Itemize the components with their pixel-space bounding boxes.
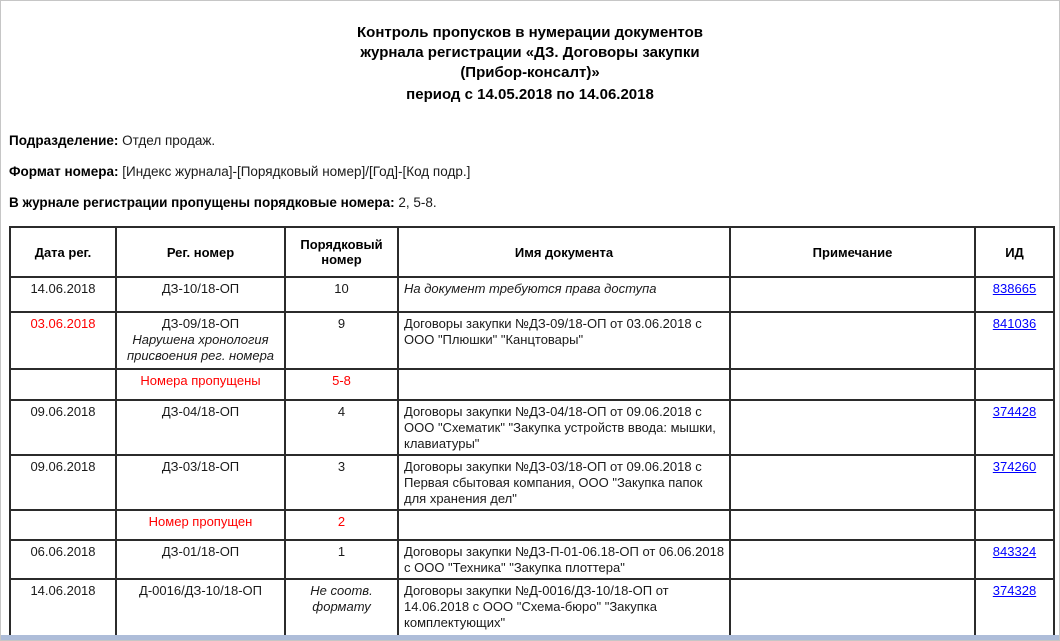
report-period: период с 14.05.2018 по 14.06.2018 bbox=[406, 86, 654, 103]
meta-missing-numbers bbox=[9, 195, 1059, 210]
table-row bbox=[10, 455, 1054, 510]
cell-reg-number: ДЗ-04/18-ОП bbox=[116, 400, 285, 455]
doc-id-link[interactable]: 838665 bbox=[992, 281, 1037, 296]
window-bottom-edge bbox=[1, 635, 1059, 640]
cell-reg-date: 14.06.2018 bbox=[10, 277, 116, 312]
gaps-report-table bbox=[9, 226, 1055, 638]
doc-id-link[interactable]: 374260 bbox=[992, 459, 1037, 474]
cell-seq-number: Не соотв. формату bbox=[285, 579, 398, 637]
cell-doc-name: Договоры закупки №ДЗ-09/18-ОП от 03.06.2018 с ООО "Плюшки" "Канцтовары" bbox=[398, 312, 730, 369]
cell-id bbox=[975, 510, 1054, 540]
report-title bbox=[1, 23, 1059, 105]
header-note: Примечание bbox=[730, 227, 975, 277]
cell-doc-name bbox=[398, 369, 730, 400]
meta-number-format-value: [Индекс журнала]-[Порядковый номер]/[Год]-[Код подр.] bbox=[118, 164, 471, 179]
meta-missing-numbers-value: 2, 5-8. bbox=[394, 195, 437, 210]
cell-doc-name: На документ требуются права доступа bbox=[398, 277, 730, 312]
cell-reg-date: 14.06.2018 bbox=[10, 579, 116, 637]
cell-doc-name bbox=[398, 510, 730, 540]
cell-seq-number: 1 bbox=[285, 540, 398, 579]
cell-doc-name: Договоры закупки №Д-0016/ДЗ-10/18-ОП от 14.06.2018 с ООО "Схема-бюро" "Закупка комплектующих" bbox=[398, 579, 730, 637]
meta-number-format bbox=[9, 164, 1059, 179]
cell-doc-name: Договоры закупки №ДЗ-04/18-ОП от 09.06.2018 с ООО "Схематик" "Закупка устройств ввода: мышки, клавиатуры" bbox=[398, 400, 730, 455]
report-title-line-3: (Прибор-консалт)» bbox=[460, 64, 600, 81]
reg-number-warning: Нарушена хронология присвоения рег. номера bbox=[126, 332, 275, 363]
report-meta bbox=[9, 133, 1059, 210]
cell-reg-number: ДЗ-01/18-ОП bbox=[116, 540, 285, 579]
header-reg-number: Рег. номер bbox=[116, 227, 285, 277]
cell-doc-name: Договоры закупки №ДЗ-П-01-06.18-ОП от 06.06.2018 с ООО "Техника" "Закупка плоттера" bbox=[398, 540, 730, 579]
cell-doc-name: Договоры закупки №ДЗ-03/18-ОП от 09.06.2018 с Первая сбытовая компания, ООО "Закупка папок для хранения дел" bbox=[398, 455, 730, 510]
cell-reg-number: ДЗ-03/18-ОП bbox=[116, 455, 285, 510]
cell-reg-date bbox=[10, 369, 116, 400]
cell-note bbox=[730, 369, 975, 400]
meta-division bbox=[9, 133, 1059, 148]
cell-seq-number: 4 bbox=[285, 400, 398, 455]
doc-id-link[interactable]: 374328 bbox=[992, 583, 1037, 598]
header-doc-name: Имя документа bbox=[398, 227, 730, 277]
cell-id bbox=[975, 369, 1054, 400]
meta-missing-numbers-label: В журнале регистрации пропущены порядковые номера: bbox=[9, 195, 395, 210]
cell-note bbox=[730, 510, 975, 540]
cell-reg-date: 09.06.2018 bbox=[10, 400, 116, 455]
table-row bbox=[10, 579, 1054, 637]
cell-reg-number: Д-0016/ДЗ-10/18-ОП bbox=[116, 579, 285, 637]
doc-id-link[interactable]: 843324 bbox=[992, 544, 1037, 559]
table-header-row bbox=[10, 227, 1054, 277]
cell-seq-number: 5-8 bbox=[285, 369, 398, 400]
meta-number-format-label: Формат номера: bbox=[9, 164, 119, 179]
table-row-gap bbox=[10, 510, 1054, 540]
table-row bbox=[10, 540, 1054, 579]
header-seq-number: Порядковый номер bbox=[285, 227, 398, 277]
cell-seq-number: 2 bbox=[285, 510, 398, 540]
report-title-line-1: Контроль пропусков в нумерации документов bbox=[357, 24, 703, 41]
cell-reg-date: 03.06.2018 bbox=[10, 312, 116, 369]
cell-reg-number: ДЗ-10/18-ОП bbox=[116, 277, 285, 312]
meta-division-value: Отдел продаж. bbox=[118, 133, 216, 148]
cell-seq-number: 9 bbox=[285, 312, 398, 369]
report-title-line-2: журнала регистрации «ДЗ. Договоры закупки bbox=[360, 44, 700, 61]
table-row bbox=[10, 277, 1054, 312]
cell-gap-message: Номера пропущены bbox=[116, 369, 285, 400]
cell-reg-number bbox=[116, 312, 285, 369]
cell-note bbox=[730, 312, 975, 369]
cell-note bbox=[730, 400, 975, 455]
cell-reg-date bbox=[10, 510, 116, 540]
cell-gap-message: Номер пропущен bbox=[116, 510, 285, 540]
cell-reg-date: 06.06.2018 bbox=[10, 540, 116, 579]
table-row bbox=[10, 400, 1054, 455]
table-row-gap bbox=[10, 369, 1054, 400]
cell-seq-number: 10 bbox=[285, 277, 398, 312]
cell-note bbox=[730, 579, 975, 637]
doc-id-link[interactable]: 374428 bbox=[992, 404, 1037, 419]
doc-id-link[interactable]: 841036 bbox=[992, 316, 1037, 331]
header-reg-date: Дата рег. bbox=[10, 227, 116, 277]
cell-note bbox=[730, 540, 975, 579]
cell-seq-number: 3 bbox=[285, 455, 398, 510]
header-id: ИД bbox=[975, 227, 1054, 277]
cell-note bbox=[730, 455, 975, 510]
table-row bbox=[10, 312, 1054, 369]
cell-note bbox=[730, 277, 975, 312]
meta-division-label: Подразделение: bbox=[9, 133, 119, 148]
reg-number-value: ДЗ-09/18-ОП bbox=[161, 316, 240, 331]
cell-reg-date: 09.06.2018 bbox=[10, 455, 116, 510]
